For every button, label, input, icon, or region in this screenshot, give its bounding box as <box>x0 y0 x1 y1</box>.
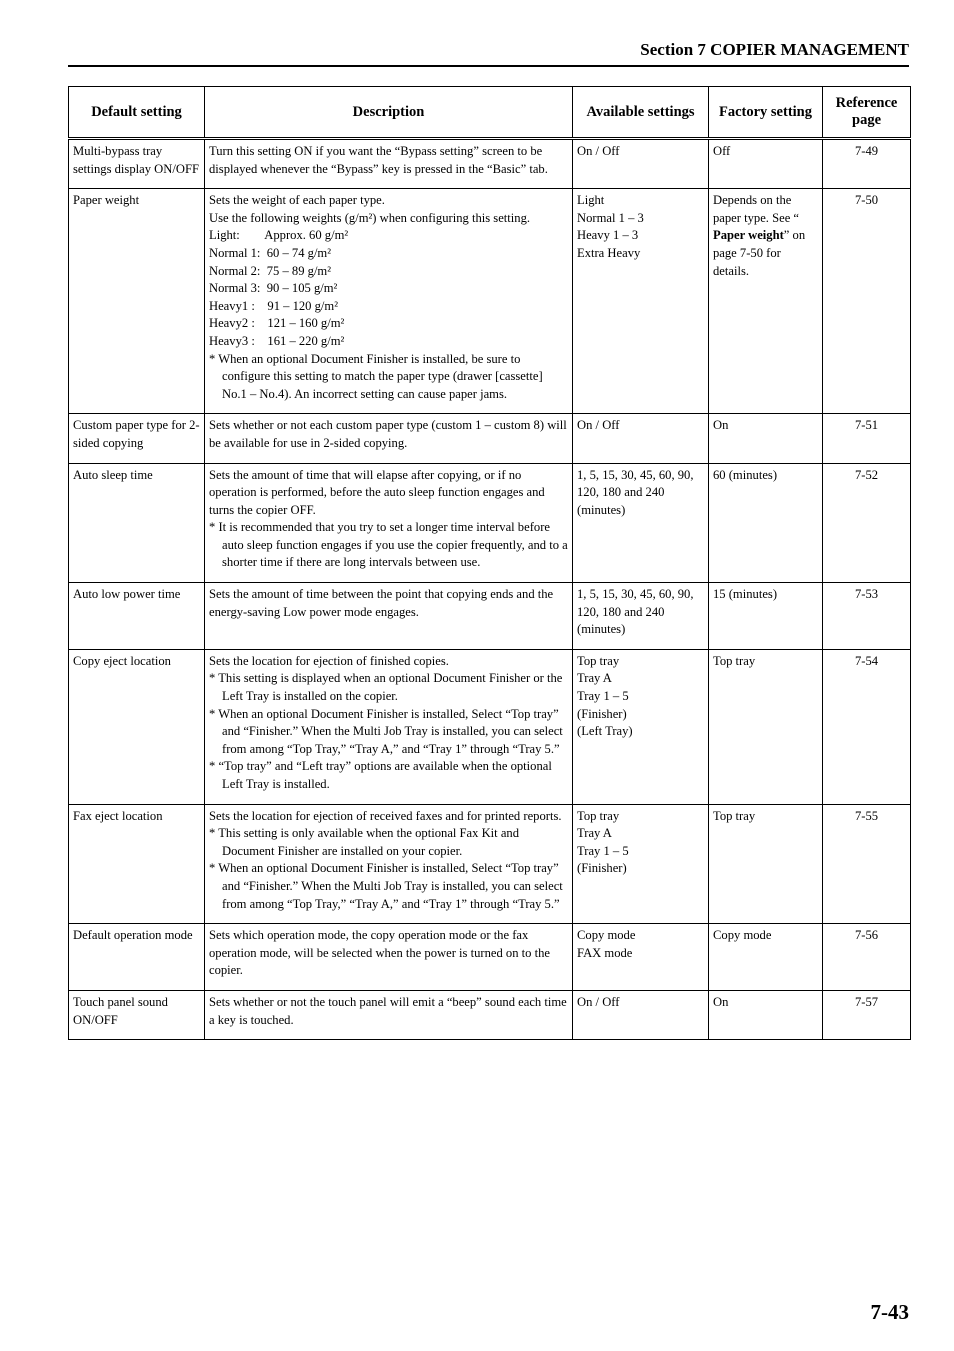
description-cell <box>205 649 573 804</box>
description-cell <box>205 189 573 414</box>
factory-setting-text: Depends on the paper type. See “ <box>713 193 800 225</box>
factory-setting-cell: Top tray <box>709 649 823 804</box>
description-cell <box>205 583 573 650</box>
available-setting-line: FAX mode <box>577 945 633 960</box>
table-row <box>69 139 911 189</box>
description-line: Sets the location for ejection of finished copies. <box>209 653 449 668</box>
description-line: Light: Approx. 60 g/m² <box>209 228 349 243</box>
factory-setting-text: ” on page 7-50 for details. <box>713 228 806 278</box>
description-note: * It is recommended that you try to set a longer time interval before auto sleep function engages if you use the copier frequently, and to a shorter time if there are long intervals between use. <box>209 520 568 570</box>
setting-name-cell: Auto sleep time <box>69 463 205 583</box>
reference-page-cell: 7-51 <box>823 414 911 463</box>
description-cell <box>205 463 573 583</box>
setting-name-cell: Multi-bypass tray settings display ON/OFF <box>69 139 205 189</box>
column-header-reference-page: Reference page <box>823 87 911 139</box>
reference-page-cell: 7-52 <box>823 463 911 583</box>
column-header-description: Description <box>205 87 573 139</box>
description-note: * When an optional Document Finisher is installed, Select “Top tray” and “Finisher.” When the Multi Job Tray is installed, you can select from among “Top Tray,” “Tray A,” and “Tray 1” through “Tray 5.” <box>209 706 563 756</box>
factory-setting-cell: Off <box>709 139 823 189</box>
available-setting-line: Tray 1 – 5 <box>577 843 629 858</box>
table-row <box>69 649 911 804</box>
reference-page-cell: 7-50 <box>823 189 911 414</box>
setting-name-cell: Auto low power time <box>69 583 205 650</box>
column-header-available-settings: Available settings <box>573 87 709 139</box>
available-settings-cell <box>573 924 709 991</box>
available-setting-line: Extra Heavy <box>577 245 641 260</box>
available-setting-line: 1, 5, 15, 30, 45, 60, 90, 120, 180 and 240 (minutes) <box>577 467 697 517</box>
description-cell <box>205 804 573 924</box>
factory-setting-cell <box>709 189 823 414</box>
section-header: Section 7 COPIER MANAGEMENT <box>68 38 909 67</box>
table-header-row <box>69 87 911 139</box>
table-row <box>69 990 911 1039</box>
available-settings-cell <box>573 414 709 463</box>
available-setting-line: Copy mode <box>577 928 636 943</box>
description-line: Use the following weights (g/m²) when configuring this setting. <box>209 210 531 225</box>
description-line: Sets which operation mode, the copy operation mode or the fax operation mode, will be selected when the power is turned on to the copier. <box>209 928 554 978</box>
table-row <box>69 414 911 463</box>
description-line: Sets the amount of time between the point that copying ends and the energy-saving Low power mode engages. <box>209 587 557 619</box>
available-setting-line: 1, 5, 15, 30, 45, 60, 90, 120, 180 and 240 (minutes) <box>577 587 697 637</box>
description-line: Normal 3: 90 – 105 g/m² <box>209 281 338 296</box>
description-note: * “Top tray” and “Left tray” options are available when the optional Left Tray is installed. <box>209 759 552 791</box>
available-setting-line: Heavy 1 – 3 <box>577 228 639 243</box>
description-cell <box>205 139 573 189</box>
available-settings-cell <box>573 804 709 924</box>
table-row <box>69 924 911 991</box>
description-note: * When an optional Document Finisher is installed, be sure to configure this setting to match the paper type (drawer [cassette] No.1 – No.4). An incorrect setting can cause paper jams. <box>209 351 543 401</box>
table-row <box>69 189 911 414</box>
available-settings-cell <box>573 583 709 650</box>
factory-setting-cell: On <box>709 990 823 1039</box>
description-line: Normal 2: 75 – 89 g/m² <box>209 263 332 278</box>
setting-name-cell: Fax eject location <box>69 804 205 924</box>
reference-page-cell: 7-49 <box>823 139 911 189</box>
available-settings-cell <box>573 139 709 189</box>
available-setting-line: (Finisher) <box>577 706 627 721</box>
available-setting-line: On / Off <box>577 418 620 433</box>
available-settings-cell <box>573 990 709 1039</box>
available-setting-line: Tray 1 – 5 <box>577 689 629 704</box>
description-line: Turn this setting ON if you want the “Bypass setting” screen to be displayed whenever the “Bypass” key is pressed in the “Basic” tab. <box>209 144 548 176</box>
column-header-default-setting: Default setting <box>69 87 205 139</box>
setting-name-cell: Copy eject location <box>69 649 205 804</box>
page-number: 7-43 <box>870 1300 909 1324</box>
factory-setting-link-text: Paper weight <box>713 228 784 243</box>
description-line: Heavy3 : 161 – 220 g/m² <box>209 333 345 348</box>
available-setting-line: On / Off <box>577 994 620 1009</box>
column-header-factory-setting: Factory setting <box>709 87 823 139</box>
reference-page-cell: 7-54 <box>823 649 911 804</box>
available-settings-cell <box>573 189 709 414</box>
description-cell <box>205 924 573 991</box>
table-row <box>69 583 911 650</box>
description-cell <box>205 414 573 463</box>
available-setting-line: Top tray <box>577 808 620 823</box>
description-cell <box>205 990 573 1039</box>
settings-table <box>68 86 911 1040</box>
available-settings-cell <box>573 649 709 804</box>
setting-name-cell: Touch panel sound ON/OFF <box>69 990 205 1039</box>
available-setting-line: (Finisher) <box>577 861 627 876</box>
available-settings-cell <box>573 463 709 583</box>
setting-name-cell: Custom paper type for 2-sided copying <box>69 414 205 463</box>
factory-setting-cell: 60 (minutes) <box>709 463 823 583</box>
available-setting-line: Top tray <box>577 653 620 668</box>
available-setting-line: (Left Tray) <box>577 724 633 739</box>
description-note: * This setting is only available when the optional Fax Kit and Document Finisher are installed on your copier. <box>209 826 520 858</box>
table-row <box>69 804 911 924</box>
table-body <box>69 139 911 1040</box>
factory-setting-cell: Top tray <box>709 804 823 924</box>
description-line: Sets whether or not the touch panel will emit a “beep” sound each time a key is touched. <box>209 994 570 1027</box>
available-setting-line: On / Off <box>577 144 620 158</box>
table-row <box>69 463 911 583</box>
setting-name-cell: Default operation mode <box>69 924 205 991</box>
description-line: Sets whether or not each custom paper type (custom 1 – custom 8) will be available for use in 2-sided copying. <box>209 418 570 450</box>
description-line: Heavy2 : 121 – 160 g/m² <box>209 316 345 331</box>
reference-page-cell: 7-55 <box>823 804 911 924</box>
description-line: Heavy1 : 91 – 120 g/m² <box>209 298 338 313</box>
description-note: * This setting is displayed when an optional Document Finisher or the Left Tray is installed on the copier. <box>209 671 563 704</box>
factory-setting-cell: Copy mode <box>709 924 823 991</box>
description-note: * When an optional Document Finisher is installed, Select “Top tray” and “Finisher.” When the Multi Job Tray is installed, you can select from among “Top Tray,” “Tray A,” and “Tray 1” through “Tray 5.” <box>209 861 563 911</box>
description-line: Sets the amount of time that will elapse after copying, or if no operation is performed, before the auto sleep function engages and turns the copier OFF. <box>209 467 548 517</box>
available-setting-line: Light <box>577 193 605 208</box>
available-setting-line: Tray A <box>577 826 612 841</box>
description-line: Normal 1: 60 – 74 g/m² <box>209 245 332 260</box>
available-setting-line: Tray A <box>577 671 612 686</box>
reference-page-cell: 7-56 <box>823 924 911 991</box>
available-setting-line: Normal 1 – 3 <box>577 210 644 225</box>
factory-setting-cell: 15 (minutes) <box>709 583 823 650</box>
description-line: Sets the weight of each paper type. <box>209 193 385 208</box>
reference-page-cell: 7-57 <box>823 990 911 1039</box>
setting-name-cell: Paper weight <box>69 189 205 414</box>
description-line: Sets the location for ejection of received faxes and for printed reports. <box>209 808 562 823</box>
reference-page-cell: 7-53 <box>823 583 911 650</box>
factory-setting-cell: On <box>709 414 823 463</box>
